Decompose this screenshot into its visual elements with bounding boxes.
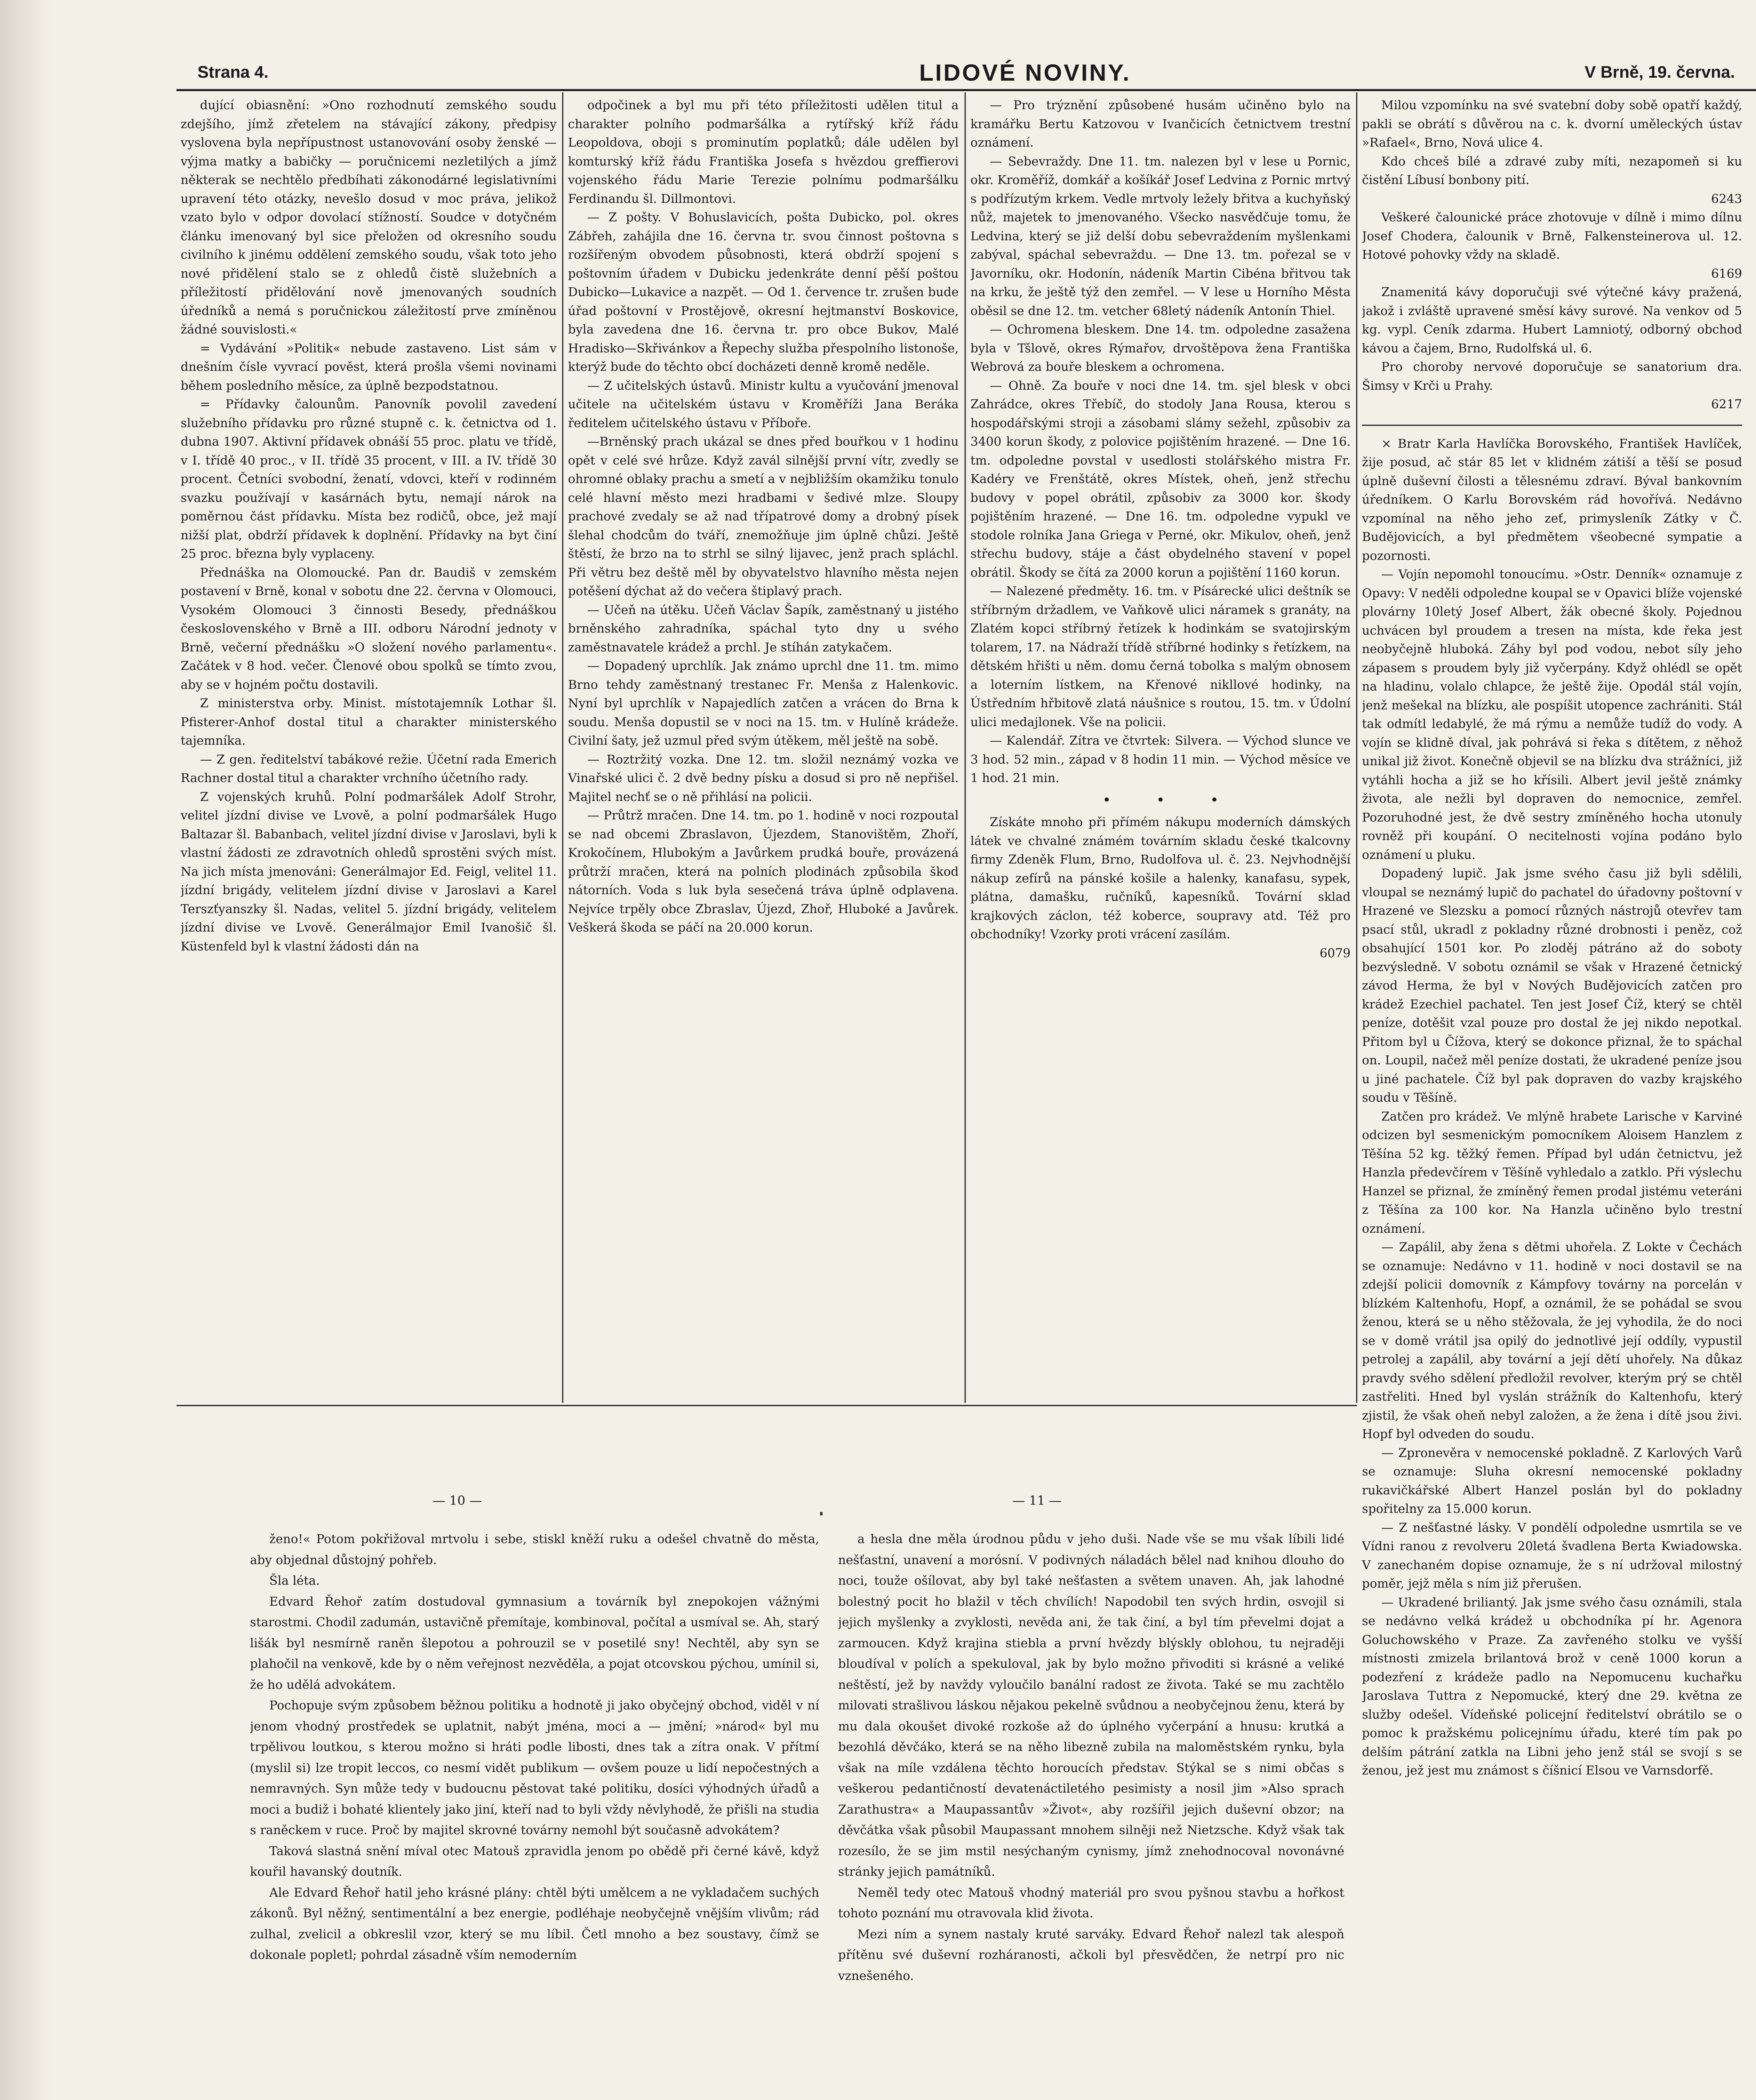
page-number-label: Strana 4. [197, 63, 268, 81]
advert-number: 6243 [1711, 191, 1742, 206]
page-header [197, 59, 1756, 88]
article-brno-dust: —Brněnský prach ukázal se dnes před bouřkou v 1 hodinu opět v celé své hrůze. Když zavál silnější první vítr, zvedly se ohromné oblaky prachu a smetí a v nejbližším okamžiku tonulo celé hlavní město mezi hradbami v šedivé mlze. Sloupy prachové zvedaly se až nad třípatrové domy a drobný písek šlehal chodcům do tváří, znemožňuje jim úplně chůzi. Ještě štěstí, že brzo na to strhl se silný lijavec, jenž prach spláchl. Při větru bez deště měl by obyvatelstvo hlavního města nejen potěšení dýchat až do večera štiplavý prach. [568, 434, 959, 598]
article-geese-cruelty: — Pro trýznění způsobené husám učiněno bylo na kramářku Bertu Katzovou v Ivančicích četnictvem trestní oznámení. [970, 98, 1351, 150]
folio-right: — 11 — [1012, 1494, 1062, 1508]
serial-paragraph: Šla léta. [269, 1573, 320, 1588]
article-olomouc-lecture: Přednáška na Olomoucké. Pan dr. Baudiš v zemském postavení v Brně, konal v sobotu dne 22. června v Olomouci, Vysokém Olomouci 3 činnosti Besedy, přednáškou československého v Brně a III. odboru Národní jednoty v Brně, večerní přednášku »O složení nového parlamentu«. Začátek v 8 hod. večer. Členové obou spolků se tímto zvou, aby se v hojném počtu dostavili. [181, 565, 557, 692]
advert-upholsterer: Veškeré čalounické práce zhotovuje v dílně i mimo dílnu Josef Chodera, čalounik v Brně, Falkensteinerova ul. 12. Hotové pohovky vždy na skladě. [1362, 210, 1742, 262]
page-edge-shadow [0, 0, 50, 2100]
serial-left-page [250, 1529, 819, 2100]
serial-paragraph: Ale Edvard Řehoř hatil jeho krásné plány: chtěl býti umělcem a ne vykladačem suchých zákonů. Byl něžný, sentimentální a bez energie, podléhaje neobyčejně vnějším vlivům; rád zulhal, zvelicil a obkreslil vzor, který se mu líbil. Četl mnoho a bez soustavy, čímž se dokonale popletl; pohrdal zásadně vším nemoderním [250, 1885, 819, 1962]
article-gendarme-allowance: = Přídavky čalounům. Panovník povolil zavedení služebního přídavku pro různé stupně c. k. četnictva od 1. dubna 1907. Aktivní přídavek obnáší 55 proc. platu ve třídě, v I. třídě 40 proc., v II. třídě 35 procent, v III. a IV. třídě 30 procent. Četníci svobodní, ženatí, vdovci, kteří v rodinném svazku používají v kasárnách bytu, nemají nárok na poměrnou část přídavku. Místa bez rodičů, obce, jež mají nižší plat, obdrží přídavek k doplnění. Přídavky na byt činí 25 proc. března byly vyplaceny. [181, 397, 557, 561]
article-post-office: — Z pošty. V Bohuslavicích, pošta Dubicko, pol. okres Zábřeh, zahájila dne 16. června tr. svou činnost poštovna s rozšířeným obvodem působnosti, která obdrží spojení s poštovním úřadem v Dubicku jedenkráte denní pěší poštou Dubicko—Lukavice a nazpět. — Od 1. července tr. zrušen bude úřad poštovní v Prostějově, okresní hejtmanství Boskovice, byla zavedena dne 16. června tr. pro obce Bukov, Malé Hradisko—Skřivánkov a Řepechy služba přespolního listonoše, kterýž bude do těchto obcí docházeti denně kromě neděle. [568, 210, 959, 374]
serial-paragraph: ženo!« Potom pokřižoval mrtvolu i sebe, stiskl kněží ruku a odešel chvatně do města, aby objednal důstojný pohřeb. [250, 1532, 819, 1567]
advert-sanatorium: Pro choroby nervové doporučuje se sanatorium dra. Šimsy v Krči u Prahy. [1362, 360, 1742, 393]
article-havlicek-brother: × Bratr Karla Havlíčka Borovského, František Havlíček, žije posud, ač stár 85 let v klidném zátiší a těší se posud úplně duševní čilosti a tělesnému zdraví. Býval bankovním úředníkem. O Karlu Borovském rád hovořívá. Nedávno vzpomínal na něho jeho zeť, primysleník Zátky v Č. Budějovicích, a byl předmětem všeobecné sympatie a pozornosti. [1362, 436, 1742, 563]
article-calendar: — Kalendář. Zítra ve čtvrtek: Silvera. — Východ slunce ve 3 hod. 52 min., západ v 8 hodin 11 min. — Východ měsíce ve 1 hod. 21 min. [970, 733, 1351, 785]
article-cloudburst: — Průtrž mračen. Dne 14. tm. po 1. hodině v noci rozpoutal se nad obcemi Zbraslavon, Újezdem, Stanovištěm, Zhoří, Krokočínem, Hlubokým a Javůrkem prudká bouře, provázená průtrží mračen, která na polních plodinách způsobila škod nátorních. Voda s luk byla sesečená tráva úplně odplavena. Nejvíce trpěly obce Zbraslav, Újezd, Zhoř, Hluboké a Javůrek. Veškerá škoda se páčí na 20.000 korun. [568, 808, 959, 934]
article-teacher-institutes: — Z učitelských ústavů. Ministr kultu a vyučování jmenoval učitele na učitelském ústavu v Kroměříži Jana Beráka ředitelem učitelského ústavu v Příboře. [568, 378, 959, 430]
newspaper-masthead: LIDOVÉ NOVINY. [919, 59, 1131, 86]
serial-paragraph: Taková slastná snění míval otec Matouš zpravidla jenom po obědě při černé kávě, když kouřil havanský doutník. [250, 1843, 819, 1879]
article-politik-paper: = Vydávání »Politik« nebude zastaveno. List sám v dnešním čísle vyvrací pověst, která prošla všemi novinami během posledního měsíce, za úplně bezpodstatnou. [181, 341, 557, 393]
article-soldier-drowning: — Vojín nepomohl tonoucímu. »Ostr. Denník« oznamuje z Opavy: V neděli odpoledne koupal se v Opavici blíže vojenské plovárny 10letý Josef Albert, žák obecné školy. Pojednou uchvácen byl proudem a tresen na místa, kde řeka jest neobyčejně hluboká. Záhy byl pod vodou, nebot síly jeho zápasem s proudem byly již vyčerpány. Když ohlédl se opět na hladinu, volalo chlapce, že ještě žije. Opodál stál vojín, jenž mešekal na blízku, ale pospíšit utopence zachrániti. Stál tak odmítl ledabylé, že má rýmu a nemůže tudíž do vody. A vojín se klidně díval, jak pohrává si řeka s dítětem, z něhož unikal již život. Konečně objevil se na blízku dva strážníci, již vytáhli hocha a již se ho křísili. Albert jevil ještě známky života, ale nežli byl dopraven do nemocnice, zemřel. Pozoruhodné jest, že dvě sestry zmíněného hocha utonuly rovněž při koupání. O necitelnosti vojína podáno bylo oznámení u pluku. [1362, 567, 1742, 862]
header-rule [176, 89, 1756, 91]
article-fugitive-caught: — Dopadený uprchlík. Jak známo uprchl dne 11. tm. mimo Brno tehdy zaměstnaný trestanec Fr. Menša z Halenkovic. Nyní byl uprchlík v Napajedlích zatčen a vrácen do Brna k soudu. Menša dopustil se v noci na 15. tm. v Hulíně krádeže. Civilní šaty, jež uzmul před svým útěkem, měl ještě na sobě. [568, 659, 959, 748]
article-military-circles: Z vojenských kruhů. Polní podmaršálek Adolf Strohr, velitel jízdní divise ve Lvově, a polní podmaršálek Hugo Baltazar šl. Babanbach, velitel jízdní divise v Jaroslavi, byli k vlastní žádosti ze zdravotních ohledů sprostěni svých míst. Na jich místa jmenováni: Generálmajor Ed. Feigl, velitel 11. jízdní brigády, velitelem jízdní divise v Jaroslavi a Karel Terszťyanszky šl. Nadas, velitel 5. jízdní brigády, velitelem jízdní divise ve Lvově. Generálmajor Emil Ivanošič šl. Küstenfeld byl k vlastní žádosti dán na [181, 789, 557, 953]
advert-number: 6169 [1711, 266, 1742, 281]
article-stolen-diamonds: — Ukradené briliantý. Jak jsme svého času oznámili, stala se nedávno velká krádež u obchodníka pí hr. Agenora Goluchowského v Praze. Za zavřeného stolku ve vyšší místnosti zmizela brilantová brož v ceně 1000 korun a podezření z krádeže padlo na Nepomucenu kuchařku Jaroslava Tuttra z Nepomucké, který dne 29. května ze služby odešel. Vídeňské policejní ředitelství obrátilo se o pomoc k pražskému policejnímu úřadu, které tím pak po delším pátrání zatkla na Libni jeho jenž stál se svojí s se ženou, jež jest mu známost s číšnicí Elsou ve Varnsdorfě. [1362, 1595, 1742, 1777]
article-military-continued: odpočinek a byl mu při této příležitosti udělen titul a charakter polního podmaršálka a rytířský kříž řádu Leopoldova, oboji s prominutím poplatků; dále udělen byl komturský kříž řádu Františka Josefa s hvězdou greffierovi vojenského řádu Marie Terezie polnímu podmaršálku Ferdinandu šl. Dillmontovi. [568, 98, 959, 206]
article-embezzlement: — Zpronevěra v nemocenské pokladně. Z Karlových Varů se oznamuje: Sluha okresní nemocenské pokladny rukavičkářské Albert Hanzel poslán byl do pokladny spořitelny za 15.000 korun. [1362, 1445, 1742, 1516]
news-column-2 [568, 96, 959, 1402]
article-robber-caught: Dopadený lupič. Jak jsme svého času již byli sdělili, vloupal se neznámý lupič do pachatel do úřadovny poštovní v Hrazené ve Slezsku a pomocí různých nástrojů otevřev tam psací stůl, ukradl z pokladny různé drobnosti i peněz, což obsahující 1501 kor. Po zloděj pátráno až do soboty bezvýsledně. V sobotu oznámil se však v Hrazené četnický závod Herma, že byl v Nových Budějovicích zatčen pro krádež Ezechiel pachatel. Ten jest Josef Číž, který se chtěl peníze, dotěšit vzal pouze pro dostal že jej nikdo nepotkal. Přitom byl u Čížova, který se dokonce přiznal, že to spáchal on. Loupil, načež měl peníze dostati, že ukradené peníze jsou u jiné pachatele. Číž byl pak dopraven do vazby krajského soudu v Těšíně. [1362, 866, 1742, 1105]
serial-right-page [838, 1529, 1344, 2100]
advert-libuse-bonbons: Kdo chceš bílé a zdravé zuby míti, nezapomeň si ku čistění Líbusí bonbony pití. [1362, 154, 1742, 187]
serial-paragraph: a hesla dne měla úrodnou půdu v jeho duši. Nade vše se mu však líbili lidé nešťastní, unavení a morósní. V podivných náladách bělel nad knihou dlouho do noci, touže ošílovat, aby byl také nešťasten a světem unaven. Ah, jak lahodné bolestný pocit ho blažil v těch chvílích! Napodobil ten svých hrdin, osvojil si jejich myšlenky a zvyklosti, nevěda ani, že tak činí, a byl tím převelmi dojat a zarmoucen. Když krajina stiebla a první hvězdy blýskly oblohou, tu nejraději bloudíval v polích a spekuloval, jak by bylo možno přivoditi si krásné a veliké neštěstí, jež by navždy vyloučilo banální radost ze života. Také se mu zachtělo milovati strašlivou láskou nějakou pekelně svůdnou a neobyčejnou ženu, která by mu dala okoušet divoké rozkoše až do úplného vyčerpání a hnusu: krutká a bezohlá děvčáko, která se na něho libezně zubila na maloměstském rynku, byla však na míle vzdálena těchto horoucích představ. Stýkal se s nimi občas s veškerou pedantičností devatenáctiletého pesimisty a nosil jim »Also sprach Zarathustra« a Maupassantův »Život«, aby rozšířil jejich duševní obzor; na děvčátka však působil Maupassant mnohem silněji než Nietzsche. Když však tak rozesílo, že se jim mstil nesýchaným cynismy, jímž znehodnocoval novonávné stránky jejich památníků. [838, 1532, 1344, 1879]
advert-coffee-roaster: Znamenitá kávy doporučuji své výtečné kávy pražená, jakož i zvláště upravené směsí kávy surové. Na venkov od 5 kg. vypl. Ceník zdarma. Hubert Lamniotý, odborný obchod kávou a čajem, Brno, Rudolfská ul. 6. [1362, 285, 1742, 355]
news-column-1 [181, 96, 557, 1402]
serial-paragraph: Pochopuje svým způsobem běžnou politiku a hodnotě ji jako obyčejný obchod, viděl v ní jenom vhodný prostředek se uplatnit, nabýt jména, moci a — jmění; »národ« byl mu trpělivou loutkou, s kterou možno si hráti podle libosti, dnes tak a zítra onak. V přítmí (myslil si) lze tropit leccos, co nesmí vidět publikum — ovšem pouze u lidí nepočestných a nemravných. Syn může tedy v budoucnu pěstovat také politiku, dosíci výhodných úřadů a moci a budiž i bohaté klientely jako jiní, kteří nad to byli vždy něvlyhodě, že přišli na studia s raněckem v ruce. Proč by majitel skrovné továrny nemohl být současně advokátem? [250, 1698, 819, 1837]
upper-section-rule [176, 1405, 1357, 1406]
news-column-4 [1362, 96, 1742, 2100]
news-column-3 [970, 96, 1351, 1402]
serial-paragraph: Neměl tedy otec Matouš vhodný materiál pro svou pyšnou stavbu a hořkost tohoto poznání mu otravovala klid života. [838, 1885, 1344, 1920]
advert-rafael-studio: Milou vzpomínku na své svatební doby sobě opatří každý, pakli se obrátí s důvěrou na c. k. dvorní uměleckých ústav »Rafael«, Brno, Nová ulice 4. [1362, 98, 1742, 150]
article-ministry-agriculture: Z ministerstva orby. Minist. místotajemník Lothar šl. Pfisterer-Anhof dostal titul a charakter ministerského tajemníka. [181, 696, 557, 748]
article-fires: — Ohně. Za bouře v noci dne 14. tm. sjel blesk v obci Zahrádce, okres Třebíč, do stodoly Jana Rousa, kterou s hospodářskými stroji a zásobami slámy sežehl, způsobiv za 3400 korun škody, z polovice pojištěním hrazené. — Dne 16. tm. odpoledne povstal v usedlosti stolářského mistra Fr. Kadéry ve Frenštátě, okres Místek, oheň, jenž střechu budovy v popel obrátil, způsobiv za 3000 kor. škody pojištěním hrazené. — Dne 16. tm. odpoledne vypukl ve stodole rolníka Jana Griega v Perné, okr. Mikulov, oheň, jenž střechu budovy, stáje a část obydelného stavení v popel obrátil. Škody se čítá za 2000 korun a pojištění 1160 korun. [970, 378, 1351, 580]
serial-paragraph: Mezi ním a synem nastaly kruté sarváky. Edvard Řehoř nalezl tak alespoň přítěnu své duševní rozháranosti, ačkoli byl přesvědčen, že netrpí pro nic vznešeného. [838, 1927, 1344, 1983]
advert-number: 6079 [1320, 945, 1351, 960]
article-unhappy-love: — Z nešťastné lásky. V pondělí odpoledne usmrtila se ve Vídni ranou z revolveru 20letá švadlena Berta Kwiadowska. V zanechaném dopise oznamuje, že s ní udržoval milostný poměr, jejž měla s ním již přerušen. [1362, 1520, 1742, 1591]
serial-paragraph: Edvard Řehoř zatím dostudoval gymnasium a továrník byl znepokojen vážnými starostmi. Chodil zadumán, ustavičně přemítaje, kombinoval, počítal a usmíval se. Ah, starý lišák byl nesmírně raněn šlepotou a pohrouzil se v posetilé sny! Nechtěl, aby syn se plahočil na venkově, kde by o něm veřejnost nezvěděla, a pojat otcovskou pýchou, umínil si, že ho udělá advokátem. [250, 1594, 819, 1692]
section-divider-stars: • • • [1102, 791, 1219, 808]
dateline: V Brně, 19. června. [1585, 63, 1735, 81]
article-lightning-struck: — Ochromena bleskem. Dne 14. tm. odpoledne zasažena byla v Tšlově, okres Rýmařov, drvoštěpova žena Františka Webrová za bouře bleskem a ochromena. [970, 322, 1351, 374]
article-tobacco-directorate: — Z gen. ředitelství tabákové režie. Účetní rada Emerich Rachner dostal titul a charakter vrchního účetního rady. [181, 752, 557, 785]
article-apprentice-flight: — Učeň na útěku. Učeň Václav Šapík, zaměstnaný u jistého brněnského zahradníka, spáchal tyto dny u svého zaměstnavatele krádež a prchl. Je stíhán zatykačem. [568, 602, 959, 654]
article-court-ruling: dující obiasnění: »Ono rozhodnutí zemského soudu zdejšího, jímž zřetelem na stávající zákony, předpisy vyslovena byla nepřípustnost ustanovování osoby ženské — výjma matky a babičky — poručnicemi nezletilých a jímž některak se nechtělo předbíhati zákonodárné legislativními upravení této otázky, nevešlo dosud v moc práva, jelikož vzato bylo v odpor dovolací stížností. Soudce v dotyčném článku imenovaný byl sice přeložen od okresního soudu civilního k jinému oddělení zemského soudu, však toto jeho nové přidělení stalo se z ohledů čistě služebních a příležitostí přidělování nově jmenovaných soudních úředníků a nemá s poručnickou záležitostí prve zmíněnou žádné souvislosti.« [181, 98, 557, 336]
article-absent-driver: — Roztržitý vozka. Dne 12. tm. složil neznámý vozka ve Vinařské ulici č. 2 dvě bedny písku a dosud si pro ně nepřišel. Majitel nechť se o ně přihlásí na policii. [568, 752, 959, 804]
article-arrest-theft: Zatčen pro krádež. Ve mlýně hrabete Larische v Karviné odcizen byl sesmenickým pomocníkem Aloisem Hanzlem z Těšína 52 kg. těžký řemen. Případ byl udán četnictvu, jež Hanzla předevčírem v Těšíně vyhledalo a zatklo. Při výslechu Hanzel se přiznal, že zmíněný řemen prodal jistému veteráni z Těšína za 100 kor. Na Hanzla učiněno bylo trestní oznámení. [1362, 1109, 1742, 1236]
ads-section-rule [1362, 425, 1742, 426]
advert-flum-textiles: Získáte mnoho při přímém nákupu moderních dámských látek ve chvalné známém továrním skladu české tkalcovny firmy Zdeněk Flum, Brno, Rudolfova ul. č. 23. Nejvhodnější nákup zefírů na pánské košile a halenky, kanafasu, sypek, plátna, damašku, ručníků, kapesníků. Tovární sklad krajkových záclon, též koberce, soupravy atd. Též pro obchodníky! Vzorky proti vrácení zasílám. [970, 815, 1351, 941]
advert-number: 6217 [1711, 397, 1742, 411]
fold-mark [820, 1512, 823, 1515]
column-divider-2 [965, 92, 966, 1403]
folio-left: — 10 — [433, 1494, 482, 1508]
article-found-items: — Nalezené předměty. 16. tm. v Písárecké ulici deštník se stříbrným držadlem, ve Vaňkově ulici náramek s granáty, na Zlatém kopci stříbrný řetízek k hodinkám se svatojirským tolarem, 17. na Nádraží třídě stříbrné hodinky s řetízkem, na dětském hřišti u něm. domu černá tobolka s malým obnosem a loterním lístkem, na Křenové nikllové hodinky, na Ústředním hřbitově zlatá náušnice s routou, 15. tm. v Údolní ulici medajlonek. Vše na policii. [970, 584, 1351, 729]
article-arson-attempt: — Zapálil, aby žena s dětmi uhořela. Z Lokte v Čechách se oznamuje: Nedávno v 11. hodině v noci dostavil se na zdejší policii domovník z Kámpfovy továrny na porcelán v blízkém Kaltenhofu, Hopf, a oznámil, že se pohádal se svou ženou, která se u něho stěžovala, že jej vyhodila, že do noci se v domě vrátil jsa opilý do jednotlivé její oddíly, vypustil petrolej a zapálil, aby tovární a její dětí uhořely. Na důkaz pravdy svého sdělení předložil revolver, kterým prý se chtěl zastřeliti. Hned byl vyslán strážník do Kaltenhofu, který zjistil, že však oheň nebyl založen, a že žena i dítě jsou živi. Hopf byl odveden do soudu. [1362, 1240, 1742, 1441]
article-suicides: — Sebevraždy. Dne 11. tm. nalezen byl v lese u Pornic, okr. Kroměříž, domkář a košíkář Josef Ledvina z Pornic mrtvý s podřízutým krkem. Vedle mrtvoly ležely břitva a kuchyňský nůž, majetek to jmenovaného. Všecko nasvědčuje tomu, že Ledvina, který se již delší dobu sebevraždením myšlenkami zabýval, spáchal sebevraždu. — Dne 13. tm. pořezal se v Javorníku, okr. Hodonín, nádeník Martin Cibéna břitvou tak na krku, že ještě týž den zemřel. — V lese u Horního Města oběsil se dne 12. tm. vetcher 68letý nádeník Antonín Thiel. [970, 154, 1351, 318]
column-divider-3 [1356, 92, 1357, 1403]
column-divider-1 [562, 92, 563, 1403]
